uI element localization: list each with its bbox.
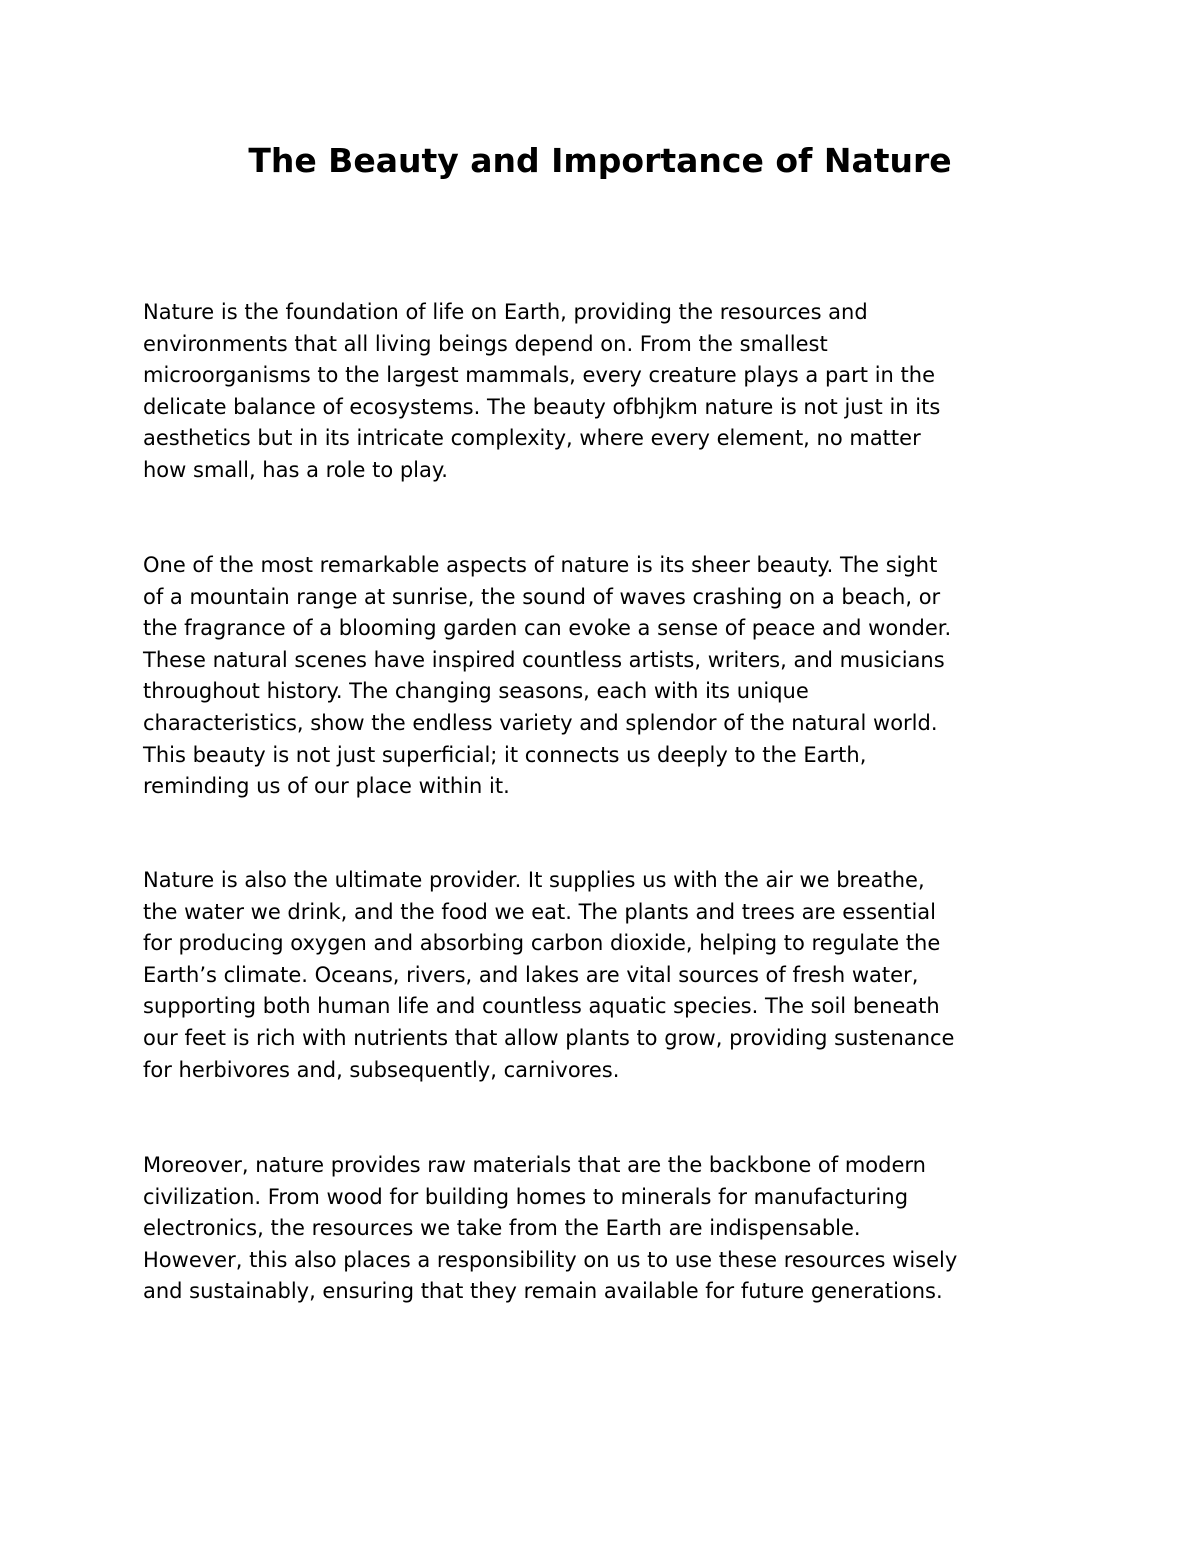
paragraph-line: Nature is also the ultimate provider. It supplies us with the air we breathe,	[143, 868, 925, 892]
paragraph-line: throughout history. The changing seasons, each with its unique	[143, 679, 809, 704]
paragraph-line: These natural scenes have inspired countless artists, writers, and musicians	[143, 647, 945, 672]
paragraph-line: the fragrance of a blooming garden can evoke a sense of peace and wonder.	[143, 616, 952, 641]
paragraph-line: characteristics, show the endless variety and splendor of the natural world.	[143, 710, 938, 735]
paragraph-line: delicate balance of ecosystems. The beauty ofbhjkm nature is not just in its	[143, 394, 941, 419]
paragraph-line: our feet is rich with nutrients that allow plants to grow, providing sustenance	[143, 1025, 955, 1050]
document-title: The Beauty and Importance of Nature	[248, 141, 952, 180]
paragraph-line: environments that all living beings depend on. From the smallest	[143, 331, 828, 356]
paragraph-line: One of the most remarkable aspects of nature is its sheer beauty. The sight	[143, 553, 938, 577]
paragraph-line: However, this also places a responsibility on us to use these resources wisely	[143, 1247, 958, 1272]
paragraph-line: Moreover, nature provides raw materials that are the backbone of modern	[143, 1153, 926, 1177]
paragraph-line: aesthetics but in its intricate complexity, where every element, no matter	[143, 426, 921, 451]
paragraph-3	[143, 865, 1063, 1086]
paragraph-line: electronics, the resources we take from the Earth are indispensable.	[143, 1216, 861, 1241]
paragraph-4	[143, 1150, 1063, 1308]
paragraph-line: and sustainably, ensuring that they remain available for future generations.	[143, 1279, 943, 1304]
paragraph-line: reminding us of our place within it.	[143, 774, 510, 799]
paragraph-line: of a mountain range at sunrise, the sound of waves crashing on a beach, or	[143, 584, 941, 609]
paragraph-line: This beauty is not just superficial; it connects us deeply to the Earth,	[143, 742, 867, 767]
paragraph-line: for herbivores and, subsequently, carnivores.	[143, 1057, 620, 1082]
paragraph-line: how small, has a role to play.	[143, 457, 448, 482]
paragraph-line: for producing oxygen and absorbing carbon dioxide, helping to regulate the	[143, 931, 941, 956]
paragraph-line: Earth’s climate. Oceans, rivers, and lakes are vital sources of fresh water,	[143, 962, 919, 987]
paragraph-1	[143, 297, 1063, 487]
paragraph-line: microorganisms to the largest mammals, every creature plays a part in the	[143, 363, 935, 388]
paragraph-line: the water we drink, and the food we eat. The plants and trees are essential	[143, 899, 937, 924]
paragraph-line: supporting both human life and countless aquatic species. The soil beneath	[143, 994, 940, 1019]
paragraph-line: civilization. From wood for building homes to minerals for manufacturing	[143, 1184, 909, 1209]
paragraph-line: Nature is the foundation of life on Earth, providing the resources and	[143, 300, 868, 324]
paragraph-2	[143, 550, 1063, 803]
